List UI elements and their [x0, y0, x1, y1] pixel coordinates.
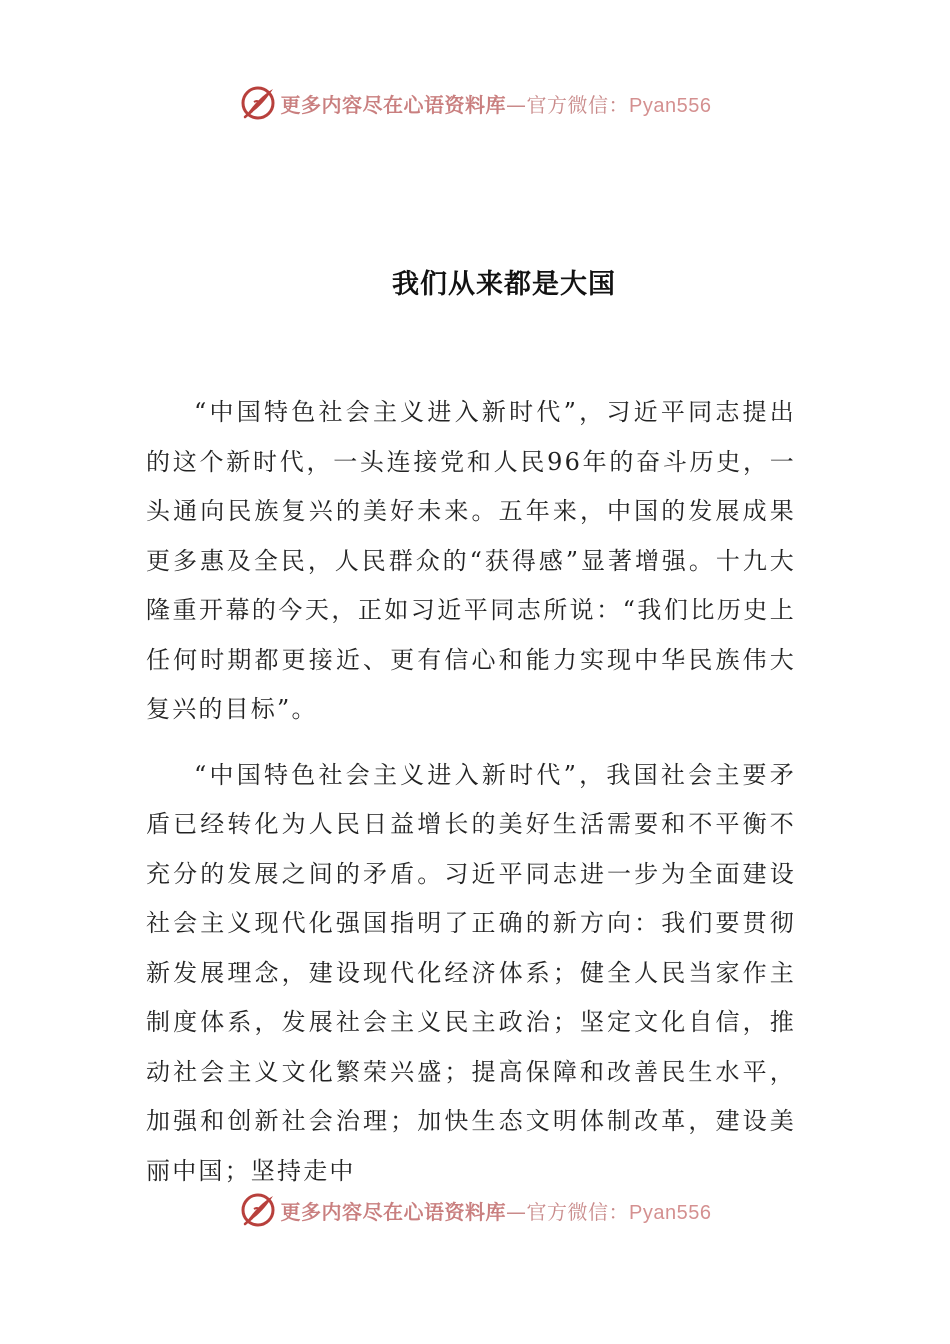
quill-pen-logo-icon — [239, 1191, 277, 1229]
document-body — [146, 388, 796, 1212]
header-banner — [0, 84, 950, 122]
footer-banner-wechat-id: Pyan556 — [629, 1201, 712, 1224]
paragraph-2: “中国特色社会主义进入新时代”，我国社会主要矛盾已经转化为人民日益增长的美好生活需要和不平衡不充分的发展之间的矛盾。习近平同志进一步为全面建设社会主义现代化强国指明了正确的新方向：我们要贯彻新发展理念，建设现代化经济体系；健全人民当家作主制度体系，发展社会主义民主政治；坚定文化自信，推动社会主义文化繁荣兴盛；提高保障和改善民生水平，加强和创新社会治理；加快生态文明体制改革，建设美丽中国；坚持走中 — [146, 760, 796, 1185]
header-banner-wechat-id: Pyan556 — [629, 94, 712, 117]
document-title: 我们从来都是大国 — [392, 269, 616, 300]
footer-banner — [0, 1191, 950, 1229]
footer-banner-dash: — — [506, 1199, 527, 1224]
header-banner-main: 更多内容尽在心语资料库 — [280, 92, 507, 117]
footer-banner-official: 官方微信： — [526, 1199, 630, 1224]
footer-banner-text — [281, 1196, 712, 1225]
paragraph-1: “中国特色社会主义进入新时代”，习近平同志提出的这个新时代，一头连接党和人民96年的奋斗历史，一头通向民族复兴的美好未来。五年来，中国的发展成果更多惠及全民，人民群众的“获得感”显著增强。十九大隆重开幕的今天，正如习近平同志所说：“我们比历史上任何时期都更接近、更有信心和能力实现中华民族伟大复兴的目标”。 — [146, 398, 796, 723]
footer-banner-main: 更多内容尽在心语资料库 — [280, 1199, 507, 1224]
header-banner-official: 官方微信： — [526, 92, 630, 117]
header-banner-text — [281, 89, 712, 118]
header-banner-dash: — — [506, 92, 527, 117]
quill-pen-logo-icon — [239, 84, 277, 122]
